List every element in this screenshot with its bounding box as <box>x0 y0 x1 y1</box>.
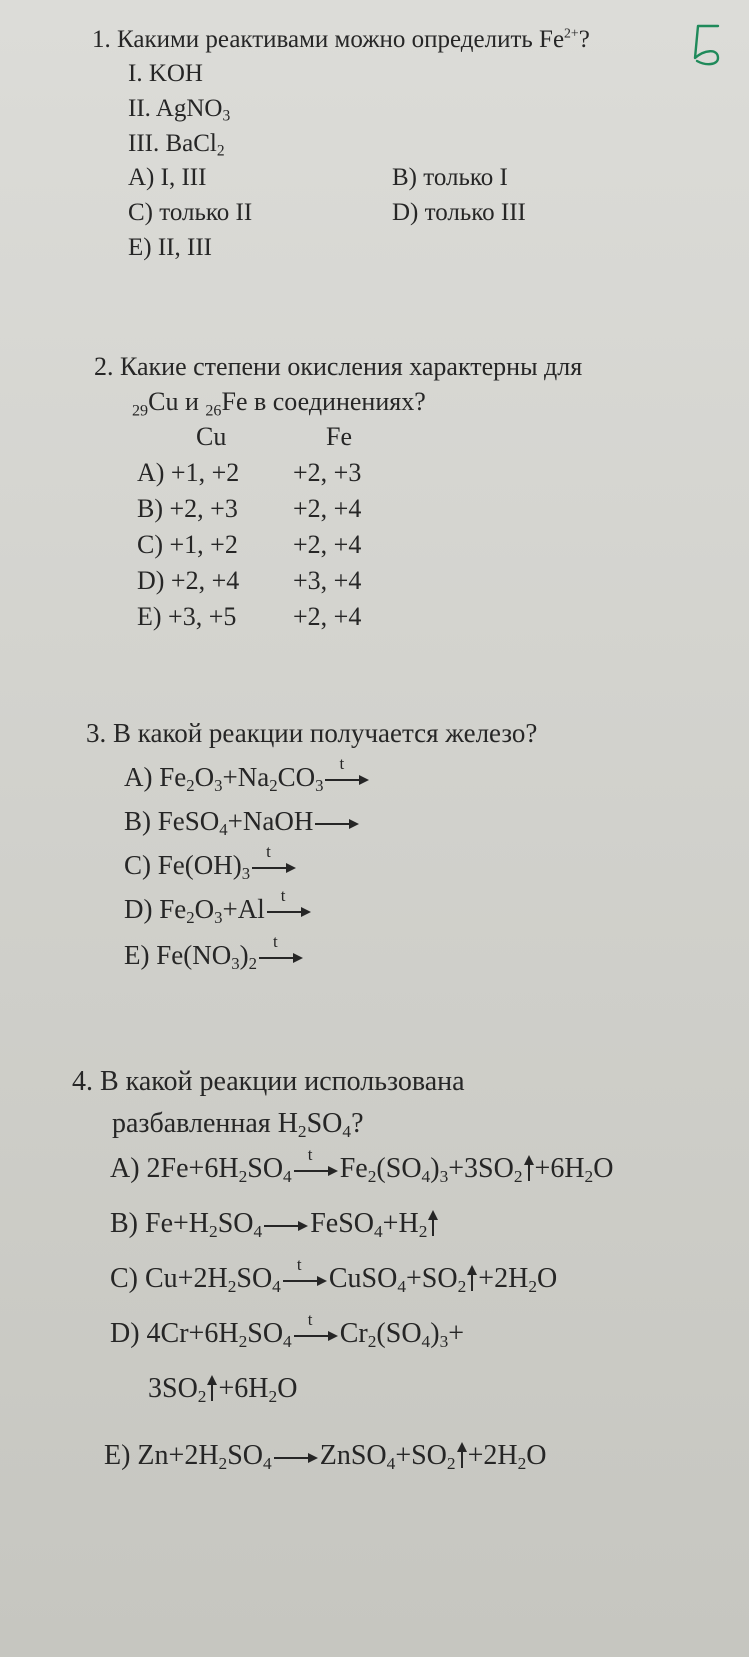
option-b: B) только I <box>392 164 508 191</box>
heat-arrow: t <box>294 1327 338 1345</box>
option-e: E) $Fe(NO_3)_2$ t <box>124 940 305 971</box>
option-a: A) $2Fe+6H_2SO_4$ t $Fe_2(SO_4)_3+3SO_2 +6H_2O$ <box>110 1144 614 1187</box>
reagent-3: III. BaCl$_2$ <box>128 130 225 160</box>
heat-arrow: t <box>325 771 369 789</box>
reagent-1: I. KOH <box>128 60 203 87</box>
gas-up-arrow <box>207 1375 217 1401</box>
option-a: A) I, III <box>128 164 207 191</box>
option-e: E) $Zn+2H_2SO_4$ $ZnSO_4+SO_2 +2H_2O$ <box>104 1440 547 1474</box>
option-row-label: A) +1, +2 <box>137 458 240 487</box>
reaction-arrow <box>264 1217 308 1235</box>
option-row-fe: +2, +4 <box>293 494 362 523</box>
option-row-label: D) +2, +4 <box>137 566 240 595</box>
column-fe: Fe <box>326 422 352 451</box>
question-4-line-2: разбавленная $H_2SO_4$? <box>112 1108 364 1142</box>
option-d-continued: $3SO_2 +6H_2O$ <box>148 1373 298 1407</box>
option-c: C) $Fe(OH)_3$ t <box>124 850 298 881</box>
heat-arrow: t <box>252 859 296 877</box>
heat-arrow: t <box>294 1162 338 1180</box>
reaction-arrow <box>274 1449 318 1467</box>
option-row-label: C) +1, +2 <box>137 530 238 559</box>
option-d: D) $Fe_2O_3+Al$ t <box>124 894 313 925</box>
option-row-fe: +2, +3 <box>293 458 362 487</box>
heat-arrow: t <box>283 1272 327 1290</box>
question-4-line-1: 4. В какой реакции использована <box>72 1066 465 1097</box>
option-row-label: E) +3, +5 <box>137 602 237 631</box>
option-row-fe: +2, +4 <box>293 530 362 559</box>
option-row-fe: +2, +4 <box>293 602 362 631</box>
gas-up-arrow <box>524 1155 534 1181</box>
heat-arrow: t <box>259 949 303 967</box>
option-d: D) $4Cr+6H_2SO_4$ t $Cr_2(SO_4)_3+$ <box>110 1309 465 1352</box>
column-cu: Cu <box>196 422 227 451</box>
option-a: A) $Fe_2O_3+Na_2CO_3$ t <box>124 762 371 793</box>
reagent-2: II. AgNO$_3$ <box>128 95 231 125</box>
heat-arrow: t <box>267 903 311 921</box>
option-e: E) II, III <box>128 234 212 261</box>
question-2-line-2: $_{29}$Cu и $_{26}$Fe в соединениях? <box>132 387 426 420</box>
handwritten-mark <box>688 20 728 68</box>
option-c: C) $Cu+2H_2SO_4$ t $CuSO_4+SO_2 +2H_2O$ <box>110 1254 558 1297</box>
option-d: D) только III <box>392 199 526 226</box>
question-2-line-1: 2. Какие степени окисления характерны для <box>94 352 583 381</box>
option-b: B) FeSO$_4$+NaOH <box>124 806 361 837</box>
option-c: C) только II <box>128 199 253 226</box>
gas-up-arrow <box>428 1210 438 1236</box>
option-row-label: B) +2, +3 <box>137 494 238 523</box>
question-3-text: 3. В какой реакции получается железо? <box>86 718 538 748</box>
question-1-text: 1. Какими реактивами можно определить $Fe^{2+}$? <box>92 25 590 53</box>
gas-up-arrow <box>467 1265 477 1291</box>
option-row-fe: +3, +4 <box>293 566 362 595</box>
option-b: B) $Fe+H_2SO_4$ $FeSO_4+H_2$ <box>110 1208 439 1240</box>
reaction-arrow <box>315 815 359 833</box>
gas-up-arrow <box>457 1442 467 1468</box>
